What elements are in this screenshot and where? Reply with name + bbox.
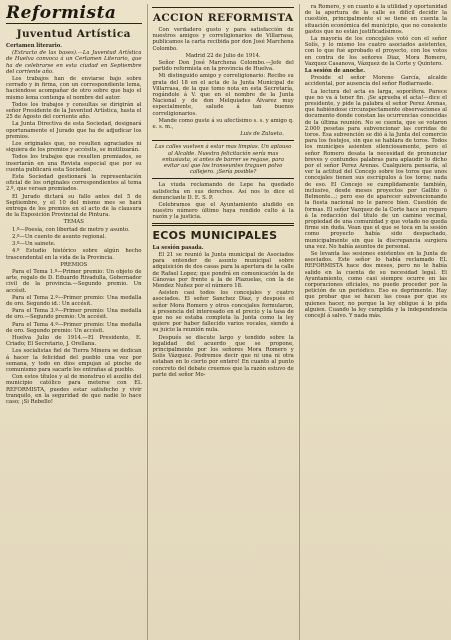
juventud-signature: Huelva Julio de 1914.—El Presidente, E. Criado; El Secretario, J. Orellana. bbox=[6, 334, 142, 348]
column-divider bbox=[147, 4, 148, 640]
paragraph: ra Romero, y en cuanto á la utilidad y oportunidad de la apertura de la calle es difícil decidir la cuestión, principalmente si se tiene en cuenta la situación económica del municipio, que no consiente gastos que no están justificadísimos. bbox=[304, 4, 447, 35]
juventud-body bbox=[6, 43, 142, 218]
paragraph: El 21 se reunió la Junta municipal de Asociados para entender de asunto municipal sobre adquisición de dos casas para la apertura de la calle de Rafael Lopez; que pondrá en comunicación la de Cánovas por frente á la de Plazuelas, con la de Mendez Nuñez por el número 18. bbox=[152, 251, 294, 289]
letter-body bbox=[152, 73, 293, 130]
paragraph: La lectura del acta es larga, soporífera. Parece que no va á tener fin. ¡Se aprueba el acta!—dice el presidente, y pide la palabra el señor Perez Arenas, que habiéndose circunspectamente observaciones al documento donde constan las ocurrencias conocidas de la última reunión. No se cuenta, que se votaron 2.000 pesetas para subvencionar las corridas de toros. Esa subvención se dió á la Junta del comercio para los festejos, sin que se hablara de toros. Todos los munícipes asienten silenciosamente, pero el señor Romero desata la necesidad de pronunciar breves y contundes palabras para aplaudir lo dicho por el señor Perez Arenas. Cualquiera pensaría, al ver la actitud del Concejo sobre los toros que unos concejales tienen sus escrúpulos á los toros; nada de eso. El Concejo se cumplidamente también, inclusive, desde meses proyectos por Gallito ó Belmonte...; pero eso de aparecer subvencionando la fiesta nacional no le parece bien. Cuestión de formas. El señor Vazquez de la Corte hace un reparo á la redacción del título de un camino vecinal, propiedad de una comunidad y que votado no queda firme sin duda. Vean que el que se toca en la sesión como proyecto había sido despachado, municipalmente sin que la discrepancia surgiera una vez. No había asuntos de personal. bbox=[304, 88, 447, 250]
paragraph: Los socialistas fiel de Tierra Minera se dedican á hacer la felicidad del pueblo una vez por semana, y todo en dios empujan al pinche de comunismo para sacarle los entrañas al pueblo. bbox=[6, 348, 142, 373]
ecos-continued bbox=[305, 4, 447, 67]
paragraph: Todos los trabajos y consultas se dirigirán al señor Presidente de la Juventud Artística, hasta el 25 de Agosto del corriente año. bbox=[6, 101, 142, 121]
paragraph: Mande como guste á su afectísimo s. s. y amigo q. e. s. m., bbox=[152, 117, 294, 131]
premios-title: PREMIOS bbox=[60, 261, 88, 268]
paragraph: La Junta Directiva de esta Sociedad, designará oportunamente el Jurado que ha de adjudicar los premios. bbox=[6, 121, 142, 140]
section-rule bbox=[152, 140, 293, 141]
masthead: Reformista bbox=[6, 4, 142, 24]
paragraph: La viuda reclamando de Lepe ha quedado satisfecha en sus derechos. Así nos lo dice el denunciante D. E. S. P. bbox=[152, 182, 294, 201]
paragraph: Se levanta las sesiones existentes en la Junta de asociados. Este señor lo había reclamado EL REFORMISTA hace dos meses, pero no le había salido en la cuenta de su necesidad legal. El Ayuntamiento, como casi siempre ocurre en las corporaciones oficiales, no puede proceder por la petición de un periódico. Eso es deprimente. Hay que probar que se hacen las cosas por que es quienes hacer, no porque la ley obligue á lo pida alguien. Cuando la ley cumplida y la independencia concejil á salvo. Y nada más. bbox=[304, 250, 447, 319]
paragraph: Celebramos que el Ayuntamiento aludido en nuestro número último haya rendido culto á la razón y la justicia. bbox=[152, 202, 294, 221]
premio-item: Para el Tema 1.º—Primer premio: Un objeto de arte, regalo de D. Eduardo Rivadulla, Gobernador civil de la provincia.—Segundo premio. Un accésit. bbox=[6, 268, 142, 294]
column-3 bbox=[305, 4, 447, 640]
paragraph: Con estos títulos y al de monstruo el auxilio del municipio católico para meterse con EL REFORMISTA, puedes estar satisfecho y vivir tranquilo, en la seguridad de que nadie lo hace caso; ¡Si Rebello! bbox=[6, 374, 142, 405]
paragraph: El Jurado dictará su fallo antes del 5 de Septiembre, y el 10 del mismo mes se hará entrega de los premios en el acto de la clausura de la Exposición Provincial de Pintura. bbox=[6, 193, 142, 219]
column-2 bbox=[152, 4, 293, 640]
anoche-subhead: La sesión de anoche. bbox=[304, 68, 366, 75]
ecos-title: ECOS MUNICIPALES bbox=[152, 228, 278, 242]
tema-item: 3.º—Un sainete. bbox=[12, 241, 56, 248]
premios-list bbox=[6, 269, 142, 334]
paragraph: Certamen literario. bbox=[6, 43, 62, 49]
letter-date: Madrid 22 de Julio de 1914. bbox=[185, 52, 261, 59]
ecos-subhead: La sesión pasada. bbox=[152, 244, 204, 251]
tema-item: 2.º—Un cuento de asunto regional. bbox=[12, 233, 107, 240]
paragraph: Asisten casi todos los concejales y cuatro asociados. El señor Sanchez Diaz, y después el señor Mora Romero y otros concejales formularon, á presencia del interesado en el precio y la tasa de que no se estaba completa la Junta como la ley quiere por haber fallecido varios vocales, siendo á su juicio la reunión nula. bbox=[152, 290, 294, 334]
paragraph: (Extracto de las bases).—La Juventud Artística de Huelva convoca á un Certamen Literario, que ha de celebrarse en esta ciudad en Septiembre del corriente año. bbox=[6, 50, 142, 75]
temas-list bbox=[6, 227, 142, 261]
paragraph: Preside el señor Moreno García, alcalde accidental, por ausencia del señor Rodiarrasde. bbox=[304, 75, 447, 88]
tema-item: 4.º Estudio histórico sobre algún hecho trascendental en la vida de la Provincia. bbox=[6, 248, 142, 261]
paragraph: La mayoría de los concejales votó con el señor Solís, y lo mismo los cuatro asociados asistentes, con lo que fué aprobado el proyecto, con los votos en contra de los señores Diaz, Mora Romero, Vazquez Casanova, Vázquez de la Corte y Quintero. bbox=[304, 36, 447, 67]
paragraph: Después se discute largo y tendido sobre la legalidad del acuerdo que se propone, principalmente por los señores Mora Romero y Solís Vázquez. Podremos decir que ni una ni otra estaban en lo cierto por entero! En cuanto al punto concreto del debate creemos que la razón estuvo de parte del señor Mo- bbox=[152, 334, 294, 378]
letter-salutation: Señor Don José Marchena Colombo.—Jefe del partido reformista en la provincia de Huelva. bbox=[152, 60, 294, 73]
closing-notes bbox=[6, 348, 142, 405]
premio-item: Para el Tema 4.º—Primer premio: Una medalla de oro. Segundo premio: Un accésit. bbox=[6, 321, 142, 334]
paragraph: Todos los trabajos que resulten premiados, se insertarán en una Revista especial que por su cuenta publicará esta Sociedad. bbox=[6, 154, 142, 173]
title-rule bbox=[152, 7, 293, 8]
premio-item: Para el Tema 3.º—Primer premio: Una medalla de oro.—Segundo premio: Un accésit. bbox=[6, 308, 142, 321]
double-rule bbox=[152, 223, 293, 226]
paragraph: Los trabajos han de enviarse bajo sobre cerrado y in firma, con un correspondiente lema, haciéndose acompañar de otro sobre que bajo el mismo lema contenga el nombre del autor. bbox=[6, 76, 142, 101]
juventud-title: Juventud Artística bbox=[16, 28, 131, 40]
premio-item: Para el Tema 2.º—Primer premio: Una medalla de oro. Segundo id.: Un accésit. bbox=[6, 294, 142, 307]
columns bbox=[6, 4, 447, 640]
short-notes bbox=[152, 182, 293, 220]
tema-item: 1.º—Poesía, con libertad de metro y asunto. bbox=[12, 226, 130, 233]
accion-intro: Con verdadero gusto y para satisfacción de nuestros amigos y correligionarios de Villarrasa, publicamos la carta recibida por don José Marchena Colombo. bbox=[152, 27, 294, 52]
calles-note: Las calles vuelven á estar mas limpias. Un aplauso al Alcalde. Nuestra felicitación sería mas entusiasta, si antes de barrer se regase, para evitar así que los transeuntes traguen polvo callejero. ¡Sería posible? bbox=[154, 144, 292, 176]
anoche-body bbox=[305, 75, 447, 319]
ecos-body bbox=[152, 252, 293, 378]
temas-title: TEMAS bbox=[63, 219, 84, 226]
section-rule-2 bbox=[152, 178, 293, 179]
paragraph: Los originales que, no resulten agraciados ni siquiera de los premios y accésits, se inutilizarán. bbox=[6, 141, 142, 154]
paragraph: Esta Sociedad gestionará la representación oficial de los originales correspondientes al tema 2.º, que versan premiados. bbox=[6, 174, 142, 193]
column-divider-2 bbox=[299, 4, 300, 640]
column-1 bbox=[6, 4, 142, 640]
letter-signature: Luis de Zulueta. bbox=[240, 131, 284, 138]
accion-title: ACCION REFORMISTA bbox=[152, 12, 294, 24]
paragraph: Mi distinguido amigo y correligionario: Recibo su grata del 18 en el acta de la Junta Municipal de Villarrasa, de la que tomo nota en esta Secretaría, rogándole á V. que en el nombre de la Junta Nacional y de don Melquiades Álvarez muy especialmente, salude á tan buenos correligionarios. bbox=[152, 73, 294, 117]
